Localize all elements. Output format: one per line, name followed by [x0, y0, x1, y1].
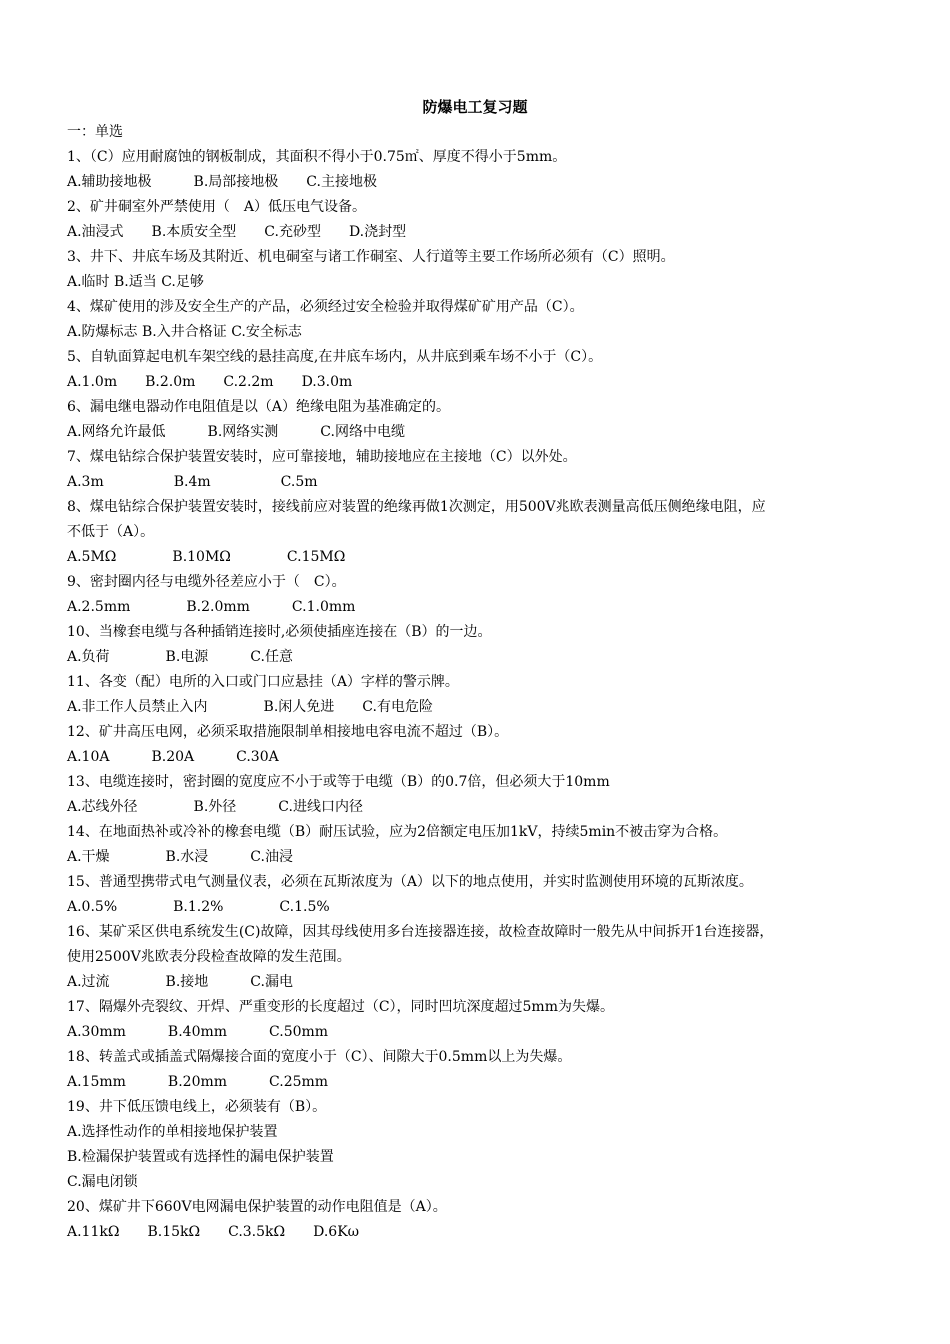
question-8: 8、煤电钻综合保护装置安装时，接线前应对装置的绝缘再做1次测定，用500V兆欧表测量高低压侧绝缘电阻，应: [67, 499, 766, 515]
options-4: A.防爆标志 B.入井合格证 C.安全标志: [67, 324, 302, 340]
question-7: 7、煤电钻综合保护装置安装时，应可靠接地，辅助接地应在主接地（C）以外处。: [67, 449, 577, 465]
question-17: 17、隔爆外壳裂纹、开焊、严重变形的长度超过（C），同时凹坑深度超过5mm为失爆。: [67, 999, 614, 1015]
options-10: A.负荷 B.电源 C.任意: [67, 649, 293, 665]
option-19-b: B.检漏保护装置或有选择性的漏电保护装置: [67, 1149, 334, 1165]
question-16: 16、某矿采区供电系统发生(C)故障，因其母线使用多台连接器连接，故检查故障时一般先从中间拆开1台连接器，: [67, 924, 774, 940]
question-13: 13、电缆连接时，密封圈的宽度应不小于或等于电缆（B）的0.7倍，但必须大于10mm: [67, 774, 610, 790]
question-2: 2、矿井硐室外严禁使用（ A）低压电气设备。: [67, 199, 367, 215]
question-5: 5、自轨面算起电机车架空线的悬挂高度,在井底车场内，从井底到乘车场不小于（C）。: [67, 349, 603, 365]
question-20: 20、煤矿井下660V电网漏电保护装置的动作电阻值是（A）。: [67, 1199, 447, 1215]
options-5: A.1.0m B.2.0m C.2.2m D.3.0m: [67, 374, 353, 390]
options-14: A.干燥 B.水浸 C.油浸: [67, 849, 293, 865]
question-14: 14、在地面热补或冷补的橡套电缆（B）耐压试验，应为2倍额定电压加1kV，持续5min不被击穿为合格。: [67, 824, 728, 840]
options-20: A.11kΩ B.15kΩ C.3.5kΩ D.6Kω: [67, 1224, 360, 1240]
document-title: 防爆电工复习题: [422, 98, 528, 116]
question-4: 4、煤矿使用的涉及安全生产的产品，必须经过安全检验并取得煤矿矿用产品（C）。: [67, 299, 584, 315]
question-18: 18、转盖式或插盖式隔爆接合面的宽度小于（C）、间隙大于0.5mm以上为失爆。: [67, 1049, 572, 1065]
question-15: 15、普通型携带式电气测量仪表，必须在瓦斯浓度为（A）以下的地点使用，并实时监测使用环境的瓦斯浓度。: [67, 874, 753, 890]
options-9: A.2.5mm B.2.0mm C.1.0mm: [67, 599, 356, 615]
options-13: A.芯线外径 B.外径 C.进线口内径: [67, 799, 363, 815]
question-3: 3、井下、井底车场及其附近、机电硐室与诸工作硐室、人行道等主要工作场所必须有（C）照明。: [67, 249, 675, 265]
question-19: 19、井下低压馈电线上，必须装有（B）。: [67, 1099, 327, 1115]
question-12: 12、矿井高压电网，必须采取措施限制单相接地电容电流不超过（B）。: [67, 724, 509, 740]
options-2: A.油浸式 B.本质安全型 C.充砂型 D.浇封型: [67, 224, 407, 240]
options-17: A.30mm B.40mm C.50mm: [67, 1024, 329, 1040]
options-8: A.5MΩ B.10MΩ C.15MΩ: [67, 549, 346, 565]
options-6: A.网络允许最低 B.网络实测 C.网络中电缆: [67, 424, 405, 440]
question-8-cont: 不低于（A）。: [67, 524, 155, 540]
options-7: A.3m B.4m C.5m: [67, 474, 318, 490]
section-heading: 一：单选: [67, 124, 123, 140]
options-12: A.10A B.20A C.30A: [67, 749, 279, 765]
question-9: 9、密封圈内径与电缆外径差应小于（ C）。: [67, 574, 346, 590]
option-19-a: A.选择性动作的单相接地保护装置: [67, 1124, 278, 1140]
question-16-cont: 使用2500V兆欧表分段检查故障的发生范围。: [67, 949, 351, 965]
question-1: 1、（C）应用耐腐蚀的钢板制成，其面积不得小于0.75㎡、厚度不得小于5mm。: [67, 149, 567, 165]
options-1: A.辅助接地极 B.局部接地极 C.主接地极: [67, 174, 377, 190]
question-11: 11、各变（配）电所的入口或门口应悬挂（A）字样的警示牌。: [67, 674, 459, 690]
options-11: A.非工作人员禁止入内 B.闲人免进 C.有电危险: [67, 699, 433, 715]
options-18: A.15mm B.20mm C.25mm: [67, 1074, 329, 1090]
question-list: [67, 120, 897, 1245]
option-19-c: C.漏电闭锁: [67, 1174, 138, 1190]
question-10: 10、当橡套电缆与各种插销连接时,必须使插座连接在（B）的一边。: [67, 624, 492, 640]
options-3: A.临时 B.适当 C.足够: [67, 274, 204, 290]
options-16: A.过流 B.接地 C.漏电: [67, 974, 293, 990]
options-15: A.0.5% B.1.2% C.1.5%: [67, 899, 330, 915]
question-6: 6、漏电继电器动作电阻值是以（A）绝缘电阻为基准确定的。: [67, 399, 451, 415]
